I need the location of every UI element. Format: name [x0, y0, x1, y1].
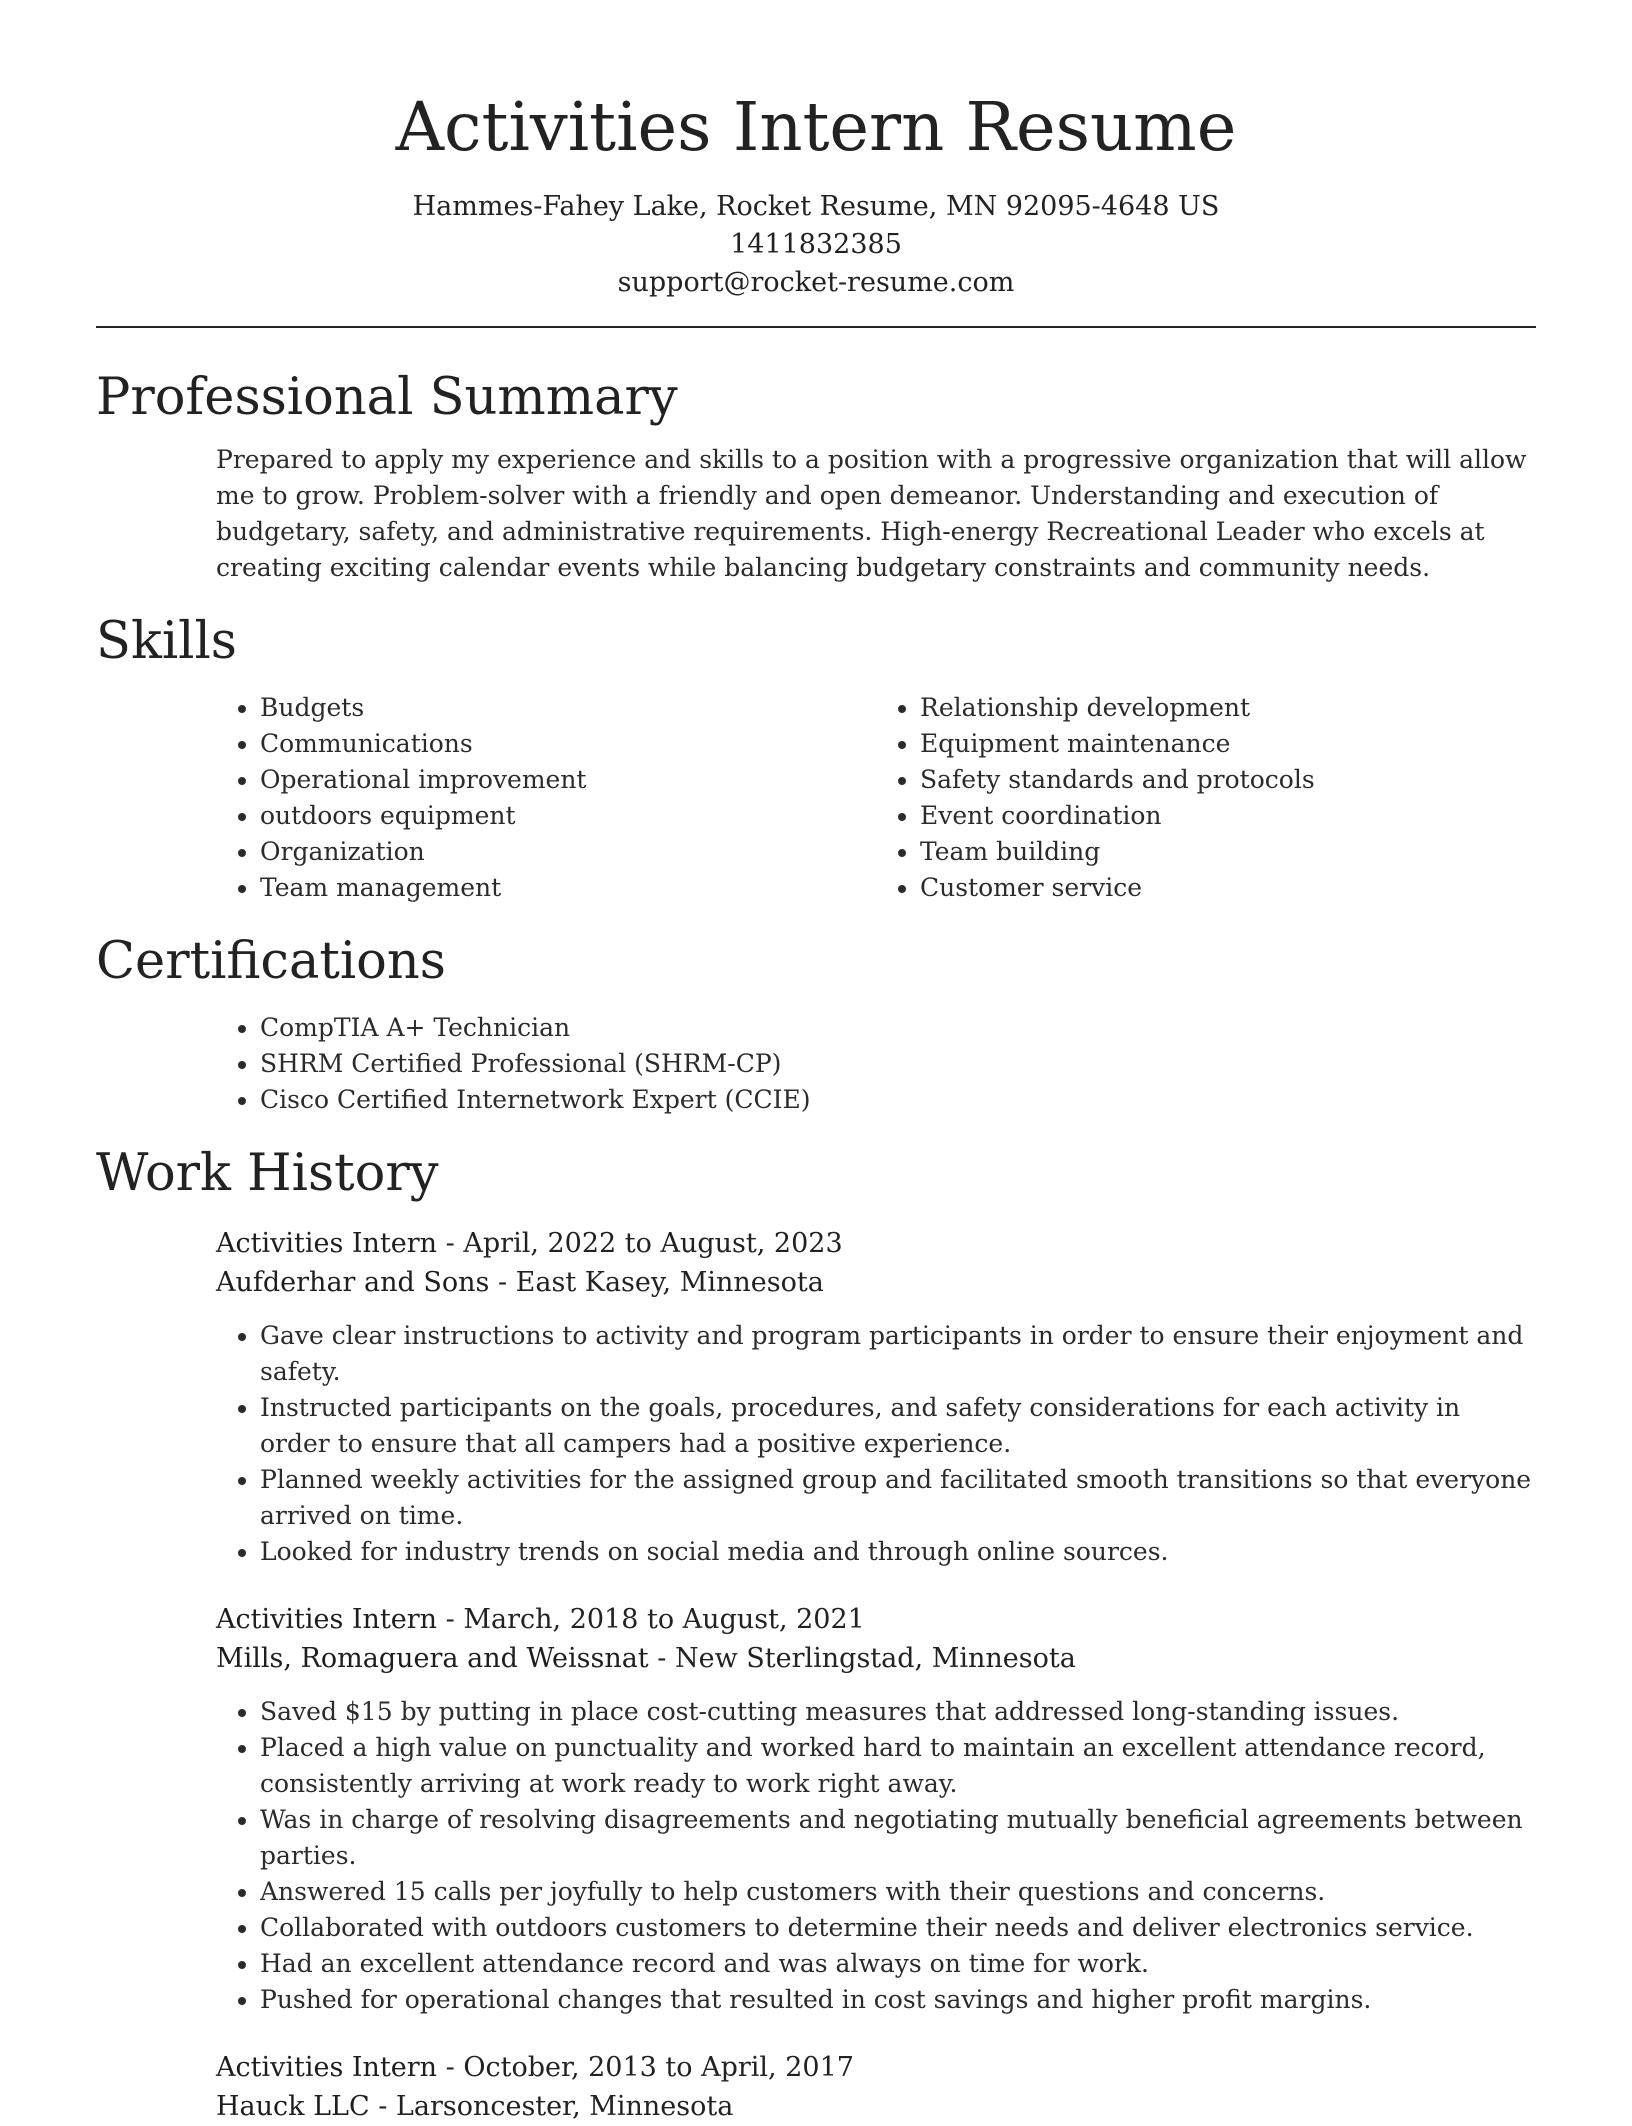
job-bullets	[216, 1694, 1536, 2018]
certification-item: • SHRM Certified Professional (SHRM-CP)	[260, 1046, 1536, 1082]
contact-phone: 1411832385	[730, 229, 902, 260]
resume-title: Activities Intern Resume	[395, 88, 1237, 166]
job-bullets	[216, 1318, 1536, 1570]
job-dates: March, 2018 to August, 2021	[463, 1604, 865, 1635]
skill-item: • Team management	[260, 870, 876, 906]
certifications-section	[96, 932, 1536, 1118]
job-company: Mills, Romaguera and Weissnat	[216, 1643, 649, 1674]
job-company-line: Aufderhar and Sons - East Kasey, Minnesota	[216, 1267, 824, 1298]
skill-item: • Operational improvement	[260, 762, 876, 798]
job-title-line: Activities Intern - October, 2013 to April, 2017	[216, 2052, 854, 2083]
job-location: East Kasey, Minnesota	[515, 1267, 824, 1298]
summary-heading: Professional Summary	[96, 368, 678, 427]
header-divider	[96, 326, 1536, 328]
job-bullet: • Had an excellent attendance record and was always on time for work.	[260, 1946, 1536, 1982]
job-entry	[216, 1224, 1536, 1570]
summary-section	[96, 368, 1536, 586]
job-company-line: Hauck LLC - Larsoncester, Minnesota	[216, 2091, 734, 2122]
job-bullet: • Gave clear instructions to activity and program participants in order to ensure their enjoyment and safety.	[260, 1318, 1536, 1390]
skill-item: • Budgets	[260, 690, 876, 726]
job-entry	[216, 1600, 1536, 2018]
contact-address: Hammes-Fahey Lake, Rocket Resume, MN 92095-4648 US	[412, 191, 1220, 222]
job-company: Hauck LLC	[216, 2091, 370, 2122]
job-company-line: Mills, Romaguera and Weissnat - New Sterlingstad, Minnesota	[216, 1643, 1076, 1674]
skill-item: • Safety standards and protocols	[920, 762, 1536, 798]
job-title: Activities Intern	[216, 1604, 438, 1635]
work-history-heading: Work History	[96, 1144, 439, 1203]
job-bullet: • Looked for industry trends on social media and through online sources.	[260, 1534, 1536, 1570]
skill-item: • Event coordination	[920, 798, 1536, 834]
skills-list-left	[216, 690, 876, 906]
work-history-section	[96, 1144, 1536, 2126]
skills-list-right	[876, 690, 1536, 906]
job-title: Activities Intern	[216, 1228, 438, 1259]
job-entry	[216, 2048, 1536, 2126]
skill-item: • Team building	[920, 834, 1536, 870]
job-bullet: • Was in charge of resolving disagreements and negotiating mutually beneficial agreements between parties.	[260, 1802, 1536, 1874]
skills-section	[96, 612, 1536, 906]
job-location: Larsoncester, Minnesota	[395, 2091, 734, 2122]
certification-item: • CompTIA A+ Technician	[260, 1010, 1536, 1046]
summary-text: Prepared to apply my experience and skills to a position with a progressive organization that will allow me to grow. Problem-solver with a friendly and open demeanor. Understanding and execution of budgetary, safety, and administrative requirements. High-energy Recreational Leader who excels at creating exciting calendar events while balancing budgetary constraints and community needs.	[216, 445, 1527, 582]
job-title: Activities Intern	[216, 2052, 438, 2083]
certifications-heading: Certifications	[96, 932, 446, 991]
skills-heading: Skills	[96, 612, 237, 671]
job-bullet: • Placed a high value on punctuality and worked hard to maintain an excellent attendance record, consistently arriving at work ready to work right away.	[260, 1730, 1536, 1802]
job-bullet: • Instructed participants on the goals, procedures, and safety considerations for each activity in order to ensure that all campers had a positive experience.	[260, 1390, 1536, 1462]
job-bullet: • Answered 15 calls per joyfully to help customers with their questions and concerns.	[260, 1874, 1536, 1910]
job-title-line: Activities Intern - March, 2018 to August, 2021	[216, 1604, 865, 1635]
job-company: Aufderhar and Sons	[216, 1267, 490, 1298]
contact-email: support@rocket-resume.com	[617, 267, 1015, 298]
skill-item: • Relationship development	[920, 690, 1536, 726]
skills-columns	[216, 690, 1536, 906]
job-bullet: • Planned weekly activities for the assigned group and facilitated smooth transitions so that everyone arrived on time.	[260, 1462, 1536, 1534]
job-bullet: • Saved $15 by putting in place cost-cutting measures that addressed long-standing issues.	[260, 1694, 1536, 1730]
skill-item: • Customer service	[920, 870, 1536, 906]
contact-block	[96, 188, 1536, 302]
job-bullet: • Collaborated with outdoors customers to determine their needs and deliver electronics service.	[260, 1910, 1536, 1946]
certifications-list	[216, 1010, 1536, 1118]
skill-item: • Communications	[260, 726, 876, 762]
skill-item: • outdoors equipment	[260, 798, 876, 834]
resume-document	[96, 0, 1536, 2126]
certification-item: • Cisco Certified Internetwork Expert (CCIE)	[260, 1082, 1536, 1118]
job-dates: October, 2013 to April, 2017	[463, 2052, 854, 2083]
job-title-line: Activities Intern - April, 2022 to August, 2023	[216, 1228, 843, 1259]
skill-item: • Organization	[260, 834, 876, 870]
job-location: New Sterlingstad, Minnesota	[674, 1643, 1076, 1674]
skill-item: • Equipment maintenance	[920, 726, 1536, 762]
job-bullet: • Pushed for operational changes that resulted in cost savings and higher profit margins.	[260, 1982, 1536, 2018]
job-dates: April, 2022 to August, 2023	[463, 1228, 843, 1259]
